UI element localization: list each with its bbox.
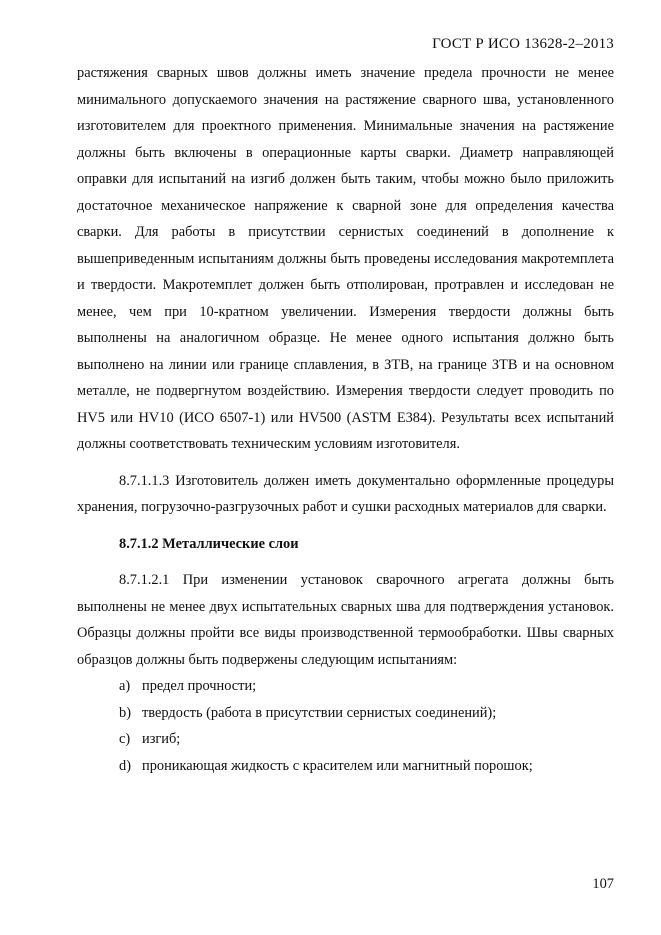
list-item-text: предел прочности; bbox=[142, 678, 257, 694]
list-marker: b) bbox=[119, 704, 131, 721]
list-item bbox=[77, 753, 614, 780]
list-item-text: проникающая жидкость с красителем или магнитный порошок; bbox=[142, 757, 533, 774]
list-marker: d) bbox=[119, 757, 131, 774]
tests-list bbox=[77, 673, 614, 779]
paragraph-8-7-1-1-3: 8.7.1.1.3 Изготовитель должен иметь документально оформленные процедуры хранения, погрузочно-разгрузочных работ и сушки расходных материалов для сварки. bbox=[77, 472, 614, 515]
list-item bbox=[77, 673, 614, 700]
paragraph-tensile-and-hardness-tests: растяжения сварных швов должны иметь значение предела прочности не менее минимального допускаемого значения на растяжение сварного шва, установленного изготовителем для проектного применения. Минимальные значения на растяжение должны быть включены в операционные карты сварки. Диаметр направляющей оправки для испытаний на изгиб должен быть таким, чтобы можно было приложить достаточное механическое напряжение к сварной зоне для определения качества сварки. Для работы в присутствии сернистых соединений в дополнение к вышеприведенным испытаниям должны быть проведены исследования макротемплета и твердости. Макротемплет должен быть отполирован, протравлен и исследован не менее, чем при 10-кратном увеличении. Измерения твердости должны быть выполнены на аналогичном образце. Не менее одного испытания должно быть выполнено на линии или границе сплавления, в ЗТВ, на границе ЗТВ и на основном металле, не подвергнутом воздействию. Измерения твердости следует проводить по HV5 или HV10 (ИСО 6507-1) или HV500 (ASTM E384). Результаты всех испытаний должны соответствовать техническим условиям изготовителя. bbox=[77, 65, 614, 452]
list-item bbox=[77, 700, 614, 727]
page-number: 107 bbox=[592, 876, 614, 892]
list-item-text: твердость (работа в присутствии сернистых соединений); bbox=[142, 704, 497, 721]
list-marker: c) bbox=[119, 731, 131, 747]
list-item bbox=[77, 726, 614, 753]
page-content bbox=[77, 60, 614, 779]
list-marker: a) bbox=[119, 678, 131, 694]
document-code-header: ГОСТ Р ИСО 13628-2–2013 bbox=[432, 36, 614, 52]
section-heading-8-7-1-2: 8.7.1.2 Металлические слои bbox=[119, 535, 299, 552]
paragraph-8-7-1-2-1: 8.7.1.2.1 При изменении установок сварочного агрегата должны быть выполнены не менее двух испытательных сварных шва для подтверждения установок. Образцы должны пройти все виды производственной термообработки. Швы сварных образцов должны быть подвержены следующим испытаниям: bbox=[77, 572, 614, 668]
list-item-text: изгиб; bbox=[142, 731, 181, 747]
